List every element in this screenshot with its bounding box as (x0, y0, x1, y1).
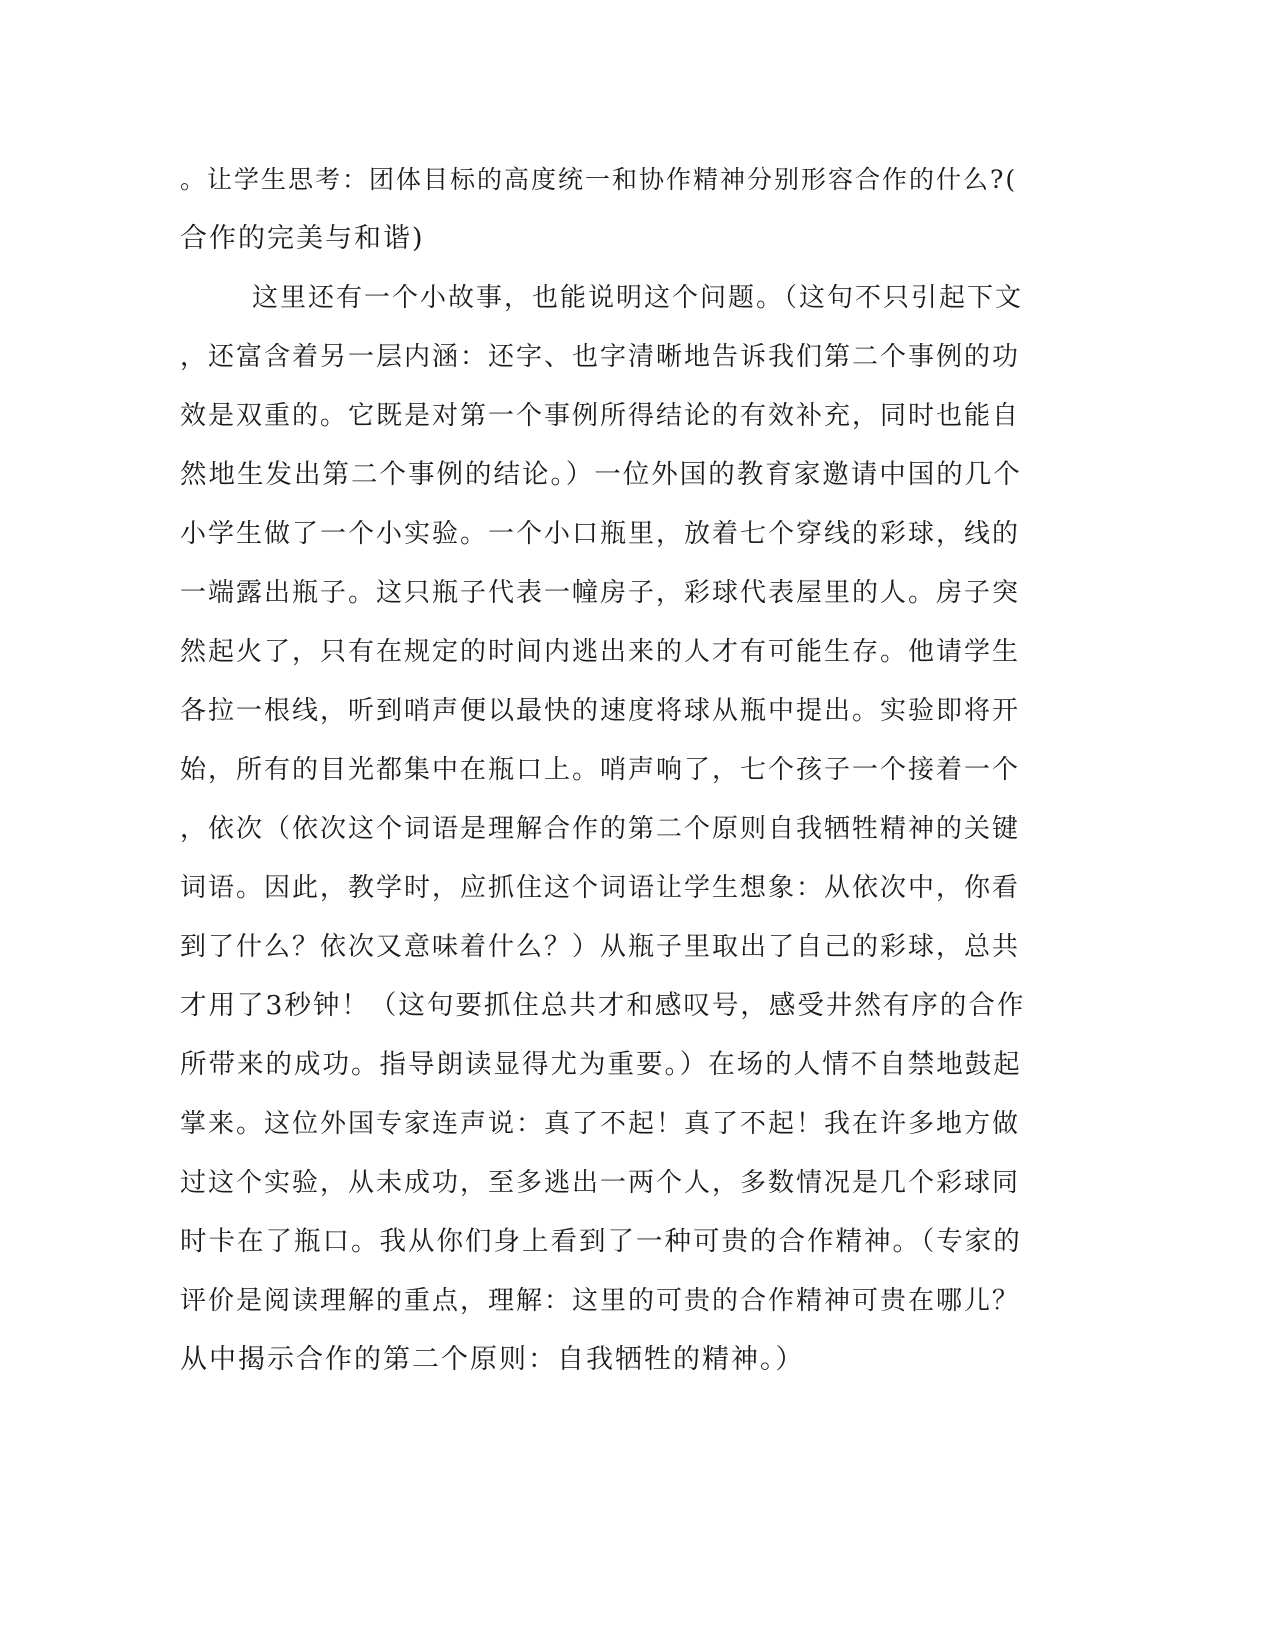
paragraph-start-line: 这里还有一个小故事，也能说明这个问题。（这句不只引起下文 (252, 283, 1024, 313)
text-line: 从中揭示合作的第二个原则：自我牺牲的精神。） (180, 1344, 805, 1375)
text-line: 过这个实验，从未成功，至多逃出一两个人，多数情况是几个彩球同 (180, 1168, 1021, 1198)
text-line: 效是双重的。它既是对第一个事例所得结论的有效补充，同时也能自 (180, 401, 1021, 431)
text-line: ，依次（依次这个词语是理解合作的第二个原则自我牺牲精神的关键 (180, 814, 1021, 844)
text-line: 合作的完美与和谐) (180, 223, 425, 254)
text-line: 所带来的成功。指导朗读显得尤为重要。）在场的人情不自禁地鼓起 (180, 1049, 1022, 1080)
text-line: 。让学生思考：团体目标的高度统一和协作精神分别形容合作的什么?( (180, 165, 1018, 194)
text-line: 才用了3秒钟！（这句要抓住总共才和感叹号，感受井然有序的合作 (180, 990, 1026, 1021)
text-line: 时卡在了瓶口。我从你们身上看到了一种可贵的合作精神。（专家的 (180, 1226, 1022, 1257)
text-line: ，还富含着另一层内涵：还字、也字清晰地告诉我们第二个事例的功 (180, 342, 1021, 372)
text-line: 掌来。这位外国专家连声说：真了不起！真了不起！我在许多地方做 (180, 1109, 1021, 1139)
text-line: 然地生发出第二个事例的结论。）一位外国的教育家邀请中国的几个 (180, 459, 1022, 490)
text-line: 词语。因此，教学时，应抓住这个词语让学生想象：从依次中，你看 (180, 873, 1021, 903)
text-line: 然起火了，只有在规定的时间内逃出来的人才有可能生存。他请学生 (180, 637, 1021, 667)
text-line: 到了什么？依次又意味着什么？）从瓶子里取出了自己的彩球，总共 (180, 932, 1021, 962)
text-line: 各拉一根线，听到哨声便以最快的速度将球从瓶中提出。实验即将开 (180, 696, 1021, 726)
text-line: 始，所有的目光都集中在瓶口上。哨声响了，七个孩子一个接着一个 (180, 755, 1021, 785)
text-line: 小学生做了一个小实验。一个小口瓶里，放着七个穿线的彩球，线的 (180, 519, 1021, 549)
text-line: 评价是阅读理解的重点，理解：这里的可贵的合作精神可贵在哪儿？ (180, 1286, 1021, 1316)
text-line: 一端露出瓶子。这只瓶子代表一幢房子，彩球代表屋里的人。房子突 (180, 578, 1021, 608)
